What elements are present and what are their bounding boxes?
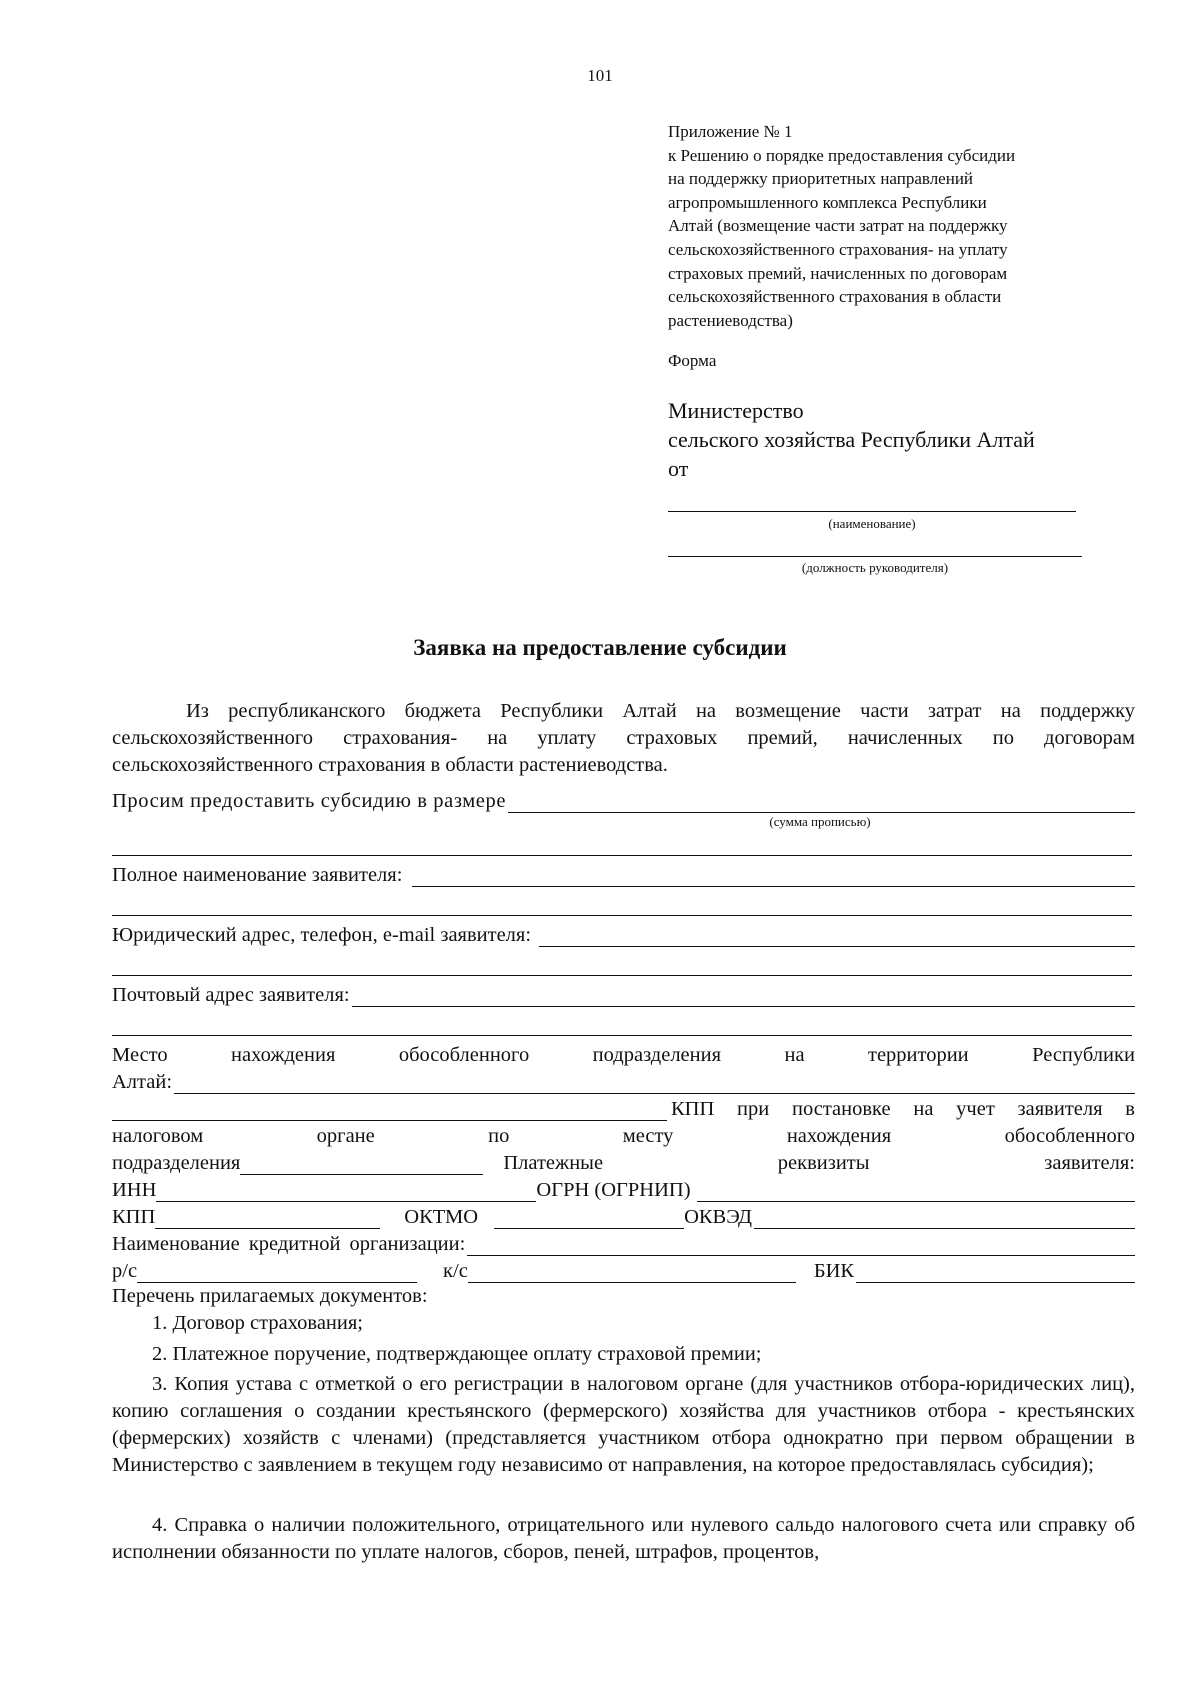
inn-label: ИНН: [112, 1179, 157, 1201]
accounts-row: [112, 1256, 1135, 1283]
position-field-line[interactable]: [668, 556, 1082, 557]
addressee-block: [668, 396, 1128, 483]
kpp-word: учет: [956, 1098, 995, 1120]
kpp-registration-text: [671, 1098, 1135, 1121]
inn-ogrn-row: [112, 1175, 1135, 1202]
legal-address-input[interactable]: [539, 926, 1135, 947]
location-end-row: [112, 1067, 1135, 1094]
postal-address-label: Почтовый адрес заявителя:: [112, 984, 350, 1006]
location-word: обособленного: [398, 1044, 530, 1066]
postal-address-input[interactable]: [352, 986, 1135, 1007]
appendix-block: [668, 120, 1108, 332]
document-item: 2. Платежное поручение, подтверждающее оплату страховой премии;: [152, 1343, 762, 1365]
full-name-continuation-line[interactable]: [112, 915, 1132, 916]
location-word: Республики: [1032, 1044, 1135, 1066]
location-row: [112, 1040, 1135, 1067]
subdivision-input[interactable]: [240, 1154, 483, 1175]
tax-word: органе: [316, 1125, 375, 1147]
page-number: 101: [587, 66, 613, 85]
postal-address-continuation-line[interactable]: [112, 1035, 1132, 1036]
appendix-line: растениеводства): [668, 310, 793, 330]
amount-label: Просим предоставить субсидию в размере: [112, 790, 507, 812]
legal-address-label: Юридический адрес, телефон, e-mail заявителя:: [112, 924, 532, 946]
tax-word: месту: [622, 1125, 674, 1147]
ks-input[interactable]: [468, 1262, 796, 1283]
ogrn-input[interactable]: [697, 1181, 1135, 1202]
amount-input[interactable]: [508, 792, 1135, 813]
appendix-line: страховых премий, начисленных по договорам: [668, 263, 1008, 283]
tax-word: нахождения: [786, 1125, 892, 1147]
appendix-line: агропромышленного комплекса Республики: [668, 192, 987, 212]
appendix-line: сельскохозяйственного страхования- на уплату: [668, 239, 1008, 259]
payment-word: заявителя:: [1044, 1152, 1135, 1174]
intro-paragraph: Из республиканского бюджета Республики Алтай на возмещение части затрат на поддержку сельскохозяйственного страхования- на уплату страховых премий, начисленных по договорам сельскохозяйственного страхования в области растениеводства.: [112, 700, 1135, 776]
document-item: 4. Справка о наличии положительного, отрицательного или нулевого сальдо налогового счета или справку об исполнении обязанности по уплате налогов, сборов, пеней, штрафов, процентов,: [112, 1514, 1135, 1563]
kpp-label: КПП: [112, 1206, 156, 1228]
bik-input[interactable]: [856, 1262, 1135, 1283]
rs-label: р/с: [112, 1260, 138, 1282]
kpp-word: КПП: [671, 1098, 715, 1120]
kpp-registration-row: [112, 1094, 1135, 1121]
addressee-line: Министерство: [668, 398, 804, 423]
postal-address-row: [112, 980, 1135, 1007]
full-name-row: [112, 860, 1135, 887]
documents-heading: Перечень прилагаемых документов:: [112, 1285, 428, 1307]
kpp-input[interactable]: [155, 1208, 380, 1229]
appendix-line: сельскохозяйственного страхования в области: [668, 287, 1002, 307]
kpp-word: в: [1125, 1098, 1135, 1120]
tax-authority-row: [112, 1121, 1135, 1148]
full-name-input[interactable]: [412, 866, 1135, 887]
okved-label: ОКВЭД: [684, 1206, 753, 1228]
appendix-line: на поддержку приоритетных направлений: [668, 169, 974, 189]
inn-input[interactable]: [156, 1181, 536, 1202]
bik-label: БИК: [813, 1260, 855, 1282]
legal-address-continuation-line[interactable]: [112, 975, 1132, 976]
document-item: 1. Договор страхования;: [152, 1312, 363, 1334]
bank-name-row: [112, 1229, 1135, 1256]
tax-word: обособленного: [1004, 1125, 1135, 1147]
position-caption: (должность руководителя): [801, 560, 949, 575]
kpp-word: при: [737, 1098, 770, 1120]
document-item: 3. Копия устава с отметкой о его регистрации в налоговом органе (для участников отбора-юридических лиц), копию соглашения о создании крестьянского (фермерского) хозяйства для участников отбора - крестьянских (фермерских) хозяйств с членами) (представляется участником отбора однократно при первом обращении в Министерство с заявлением в текущем году независимо от направления, на которое предоставлялась субсидия);: [112, 1373, 1135, 1476]
kpp-oktmo-okved-row: [112, 1202, 1135, 1229]
location-input[interactable]: [174, 1073, 1135, 1094]
subdivision-label: подразделения: [112, 1152, 241, 1174]
full-name-label: Полное наименование заявителя:: [112, 864, 403, 886]
location-word: на: [784, 1044, 805, 1066]
rs-input[interactable]: [137, 1262, 417, 1283]
location-word: нахождения: [231, 1044, 336, 1066]
subdivision-row: [112, 1148, 1135, 1175]
payment-word: реквизиты: [777, 1152, 870, 1174]
oktmo-label: ОКТМО: [404, 1206, 479, 1228]
name-field-line[interactable]: [668, 511, 1076, 512]
bank-name-input[interactable]: [467, 1235, 1135, 1256]
okved-input[interactable]: [754, 1208, 1135, 1229]
ks-label: к/с: [443, 1260, 468, 1282]
kpp-word: заявителя: [1017, 1098, 1103, 1120]
location-end-label: Алтай:: [112, 1071, 173, 1093]
bank-name-label: Наименование кредитной организации:: [112, 1233, 466, 1255]
name-caption: (наименование): [828, 516, 916, 531]
ogrn-label: ОГРН (ОГРНИП): [536, 1179, 691, 1201]
kpp-registration-input[interactable]: [112, 1100, 667, 1121]
appendix-line: Алтай (возмещение части затрат на поддержку: [668, 216, 1008, 236]
location-word: территории: [867, 1044, 969, 1066]
amount-caption: (сумма прописью): [769, 814, 871, 829]
location-word: подразделения: [592, 1044, 722, 1066]
tax-word: налоговом: [112, 1125, 204, 1147]
appendix-line: Приложение № 1: [668, 122, 793, 141]
kpp-word: постановке: [792, 1098, 891, 1120]
addressee-line: от: [668, 456, 689, 481]
amount-row: [112, 786, 1135, 813]
tax-word: по: [488, 1125, 510, 1147]
location-word: Место: [112, 1044, 168, 1066]
document-title: Заявка на предоставление субсидии: [413, 635, 787, 660]
amount-continuation-line[interactable]: [112, 855, 1132, 856]
payment-word: Платежные: [503, 1152, 604, 1174]
oktmo-input[interactable]: [494, 1208, 684, 1229]
addressee-line: сельского хозяйства Республики Алтай: [668, 427, 1035, 452]
legal-address-row: [112, 920, 1135, 947]
form-label: Форма: [668, 351, 717, 370]
appendix-line: к Решению о порядке предоставления субсидии: [668, 145, 1016, 165]
kpp-word: на: [913, 1098, 934, 1120]
payment-details-text: [503, 1152, 1135, 1175]
